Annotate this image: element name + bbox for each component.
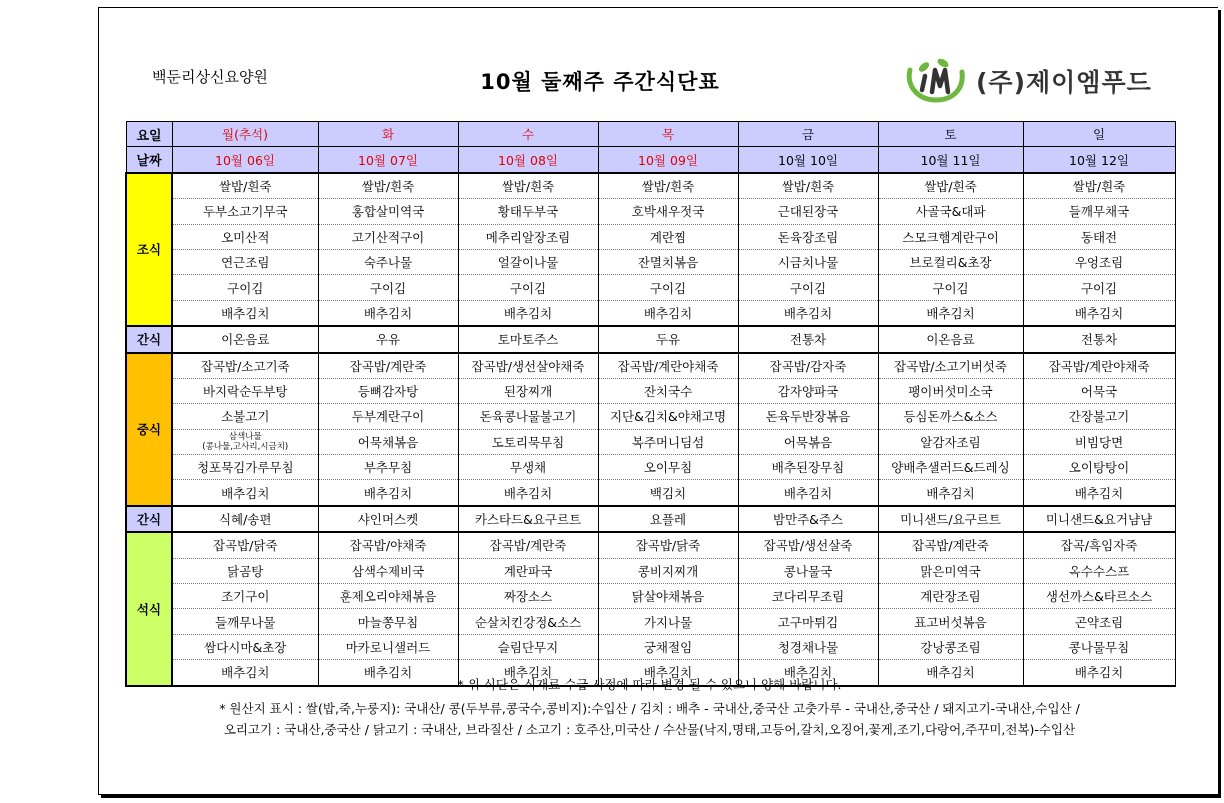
mixed-namul-title: 삼색나물 — [228, 431, 262, 442]
dinner-dish: 닭곰탕 — [172, 558, 318, 583]
breakfast-dish: 숙주나물 — [318, 249, 458, 274]
date-label: 날짜 — [126, 147, 172, 173]
dinner-dish: 콩비지찌개 — [598, 558, 738, 583]
dinner-dish: 삼색수제비국 — [318, 558, 458, 583]
breakfast-dish: 브로컬리&초장 — [878, 249, 1023, 274]
lunch-dish: 어묵볶음 — [738, 429, 878, 454]
breakfast-row — [126, 199, 1175, 224]
snack-pm-dish: 요플레 — [598, 506, 738, 532]
dinner-dish: 가지나물 — [598, 609, 738, 634]
lunch-row — [126, 455, 1175, 480]
dinner-dish: 닭살야채볶음 — [598, 584, 738, 609]
dinner-dish: 옥수수스프 — [1023, 558, 1175, 583]
dinner-row — [126, 609, 1175, 634]
dinner-dish: 배추김치 — [738, 660, 878, 686]
logo-text: (주)제이엠푸드 — [976, 68, 1152, 97]
breakfast-dish: 구이김 — [458, 275, 598, 300]
snack-pm-label: 간식 — [126, 506, 172, 532]
day-cell: 토 — [878, 122, 1023, 147]
lunch-dish: 배추된장무침 — [738, 455, 878, 480]
dinner-dish: 계란장조림 — [878, 584, 1023, 609]
dinner-dish: 계란파국 — [458, 558, 598, 583]
breakfast-dish: 돈육장조림 — [738, 224, 878, 249]
dinner-dish: 강낭콩조림 — [878, 634, 1023, 659]
breakfast-dish: 구이김 — [1023, 275, 1175, 300]
breakfast-row — [126, 173, 1175, 199]
snack-pm-dish: 샤인머스켓 — [318, 506, 458, 532]
lunch-dish: 무생채 — [458, 455, 598, 480]
dinner-dish: 배추김치 — [598, 660, 738, 686]
breakfast-dish: 배추김치 — [458, 300, 598, 326]
breakfast-row — [126, 275, 1175, 300]
breakfast-dish: 배추김치 — [598, 300, 738, 326]
breakfast-dish: 계란찜 — [598, 224, 738, 249]
snack-pm-row — [126, 506, 1175, 532]
lunch-dish: 배추김치 — [1023, 480, 1175, 506]
snack-pm-dish: 밤만주&주스 — [738, 506, 878, 532]
lunch-dish: 어묵채볶음 — [318, 429, 458, 454]
snack-pm-dish: 미니샌드&요거냠냠 — [1023, 506, 1175, 532]
date-row — [126, 147, 1175, 173]
breakfast-dish: 구이김 — [598, 275, 738, 300]
lunch-dish: 복주머니딤섬 — [598, 429, 738, 454]
breakfast-dish: 사골국&대파 — [878, 199, 1023, 224]
lunch-dish: 잔치국수 — [598, 378, 738, 403]
lunch-dish: 소불고기 — [172, 404, 318, 429]
snack-am-dish: 우유 — [318, 326, 458, 352]
dinner-dish: 생선까스&타르소스 — [1023, 584, 1175, 609]
facility-name: 백둔리상신요양원 — [152, 68, 268, 86]
dinner-dish: 궁채절임 — [598, 634, 738, 659]
breakfast-dish: 쌀밥/흰죽 — [172, 173, 318, 199]
dinner-dish: 순살치킨강정&소스 — [458, 609, 598, 634]
day-cell: 금 — [738, 122, 878, 147]
lunch-dish: 잡곡밥/생선살야채죽 — [458, 353, 598, 379]
dinner-dish: 잡곡밥/닭죽 — [172, 532, 318, 558]
breakfast-dish: 두부소고기무국 — [172, 199, 318, 224]
date-cell: 10월 08일 — [458, 147, 598, 173]
breakfast-dish: 쌀밥/흰죽 — [1023, 173, 1175, 199]
snack-pm-dish: 카스타드&요구르트 — [458, 506, 598, 532]
dinner-dish: 조기구이 — [172, 584, 318, 609]
dinner-dish: 코다리무조림 — [738, 584, 878, 609]
dinner-dish: 배추김치 — [878, 660, 1023, 686]
mixed-namul-detail: (콩나물,고사리,시금치) — [202, 441, 289, 452]
lunch-dish: 배추김치 — [738, 480, 878, 506]
lunch-dish: 돈육콩나물불고기 — [458, 404, 598, 429]
lunch-dish: 등심돈까스&소스 — [878, 404, 1023, 429]
breakfast-dish: 쌀밥/흰죽 — [878, 173, 1023, 199]
breakfast-dish: 배추김치 — [318, 300, 458, 326]
breakfast-label: 조식 — [126, 173, 172, 326]
lunch-dish: 바지락순두부탕 — [172, 378, 318, 403]
breakfast-dish: 구이김 — [172, 275, 318, 300]
breakfast-dish: 고기산적구이 — [318, 224, 458, 249]
lunch-dish: 배추김치 — [458, 480, 598, 506]
breakfast-dish: 근대된장국 — [738, 199, 878, 224]
breakfast-dish: 연근조림 — [172, 249, 318, 274]
breakfast-dish: 구이김 — [318, 275, 458, 300]
date-cell: 10월 12일 — [1023, 147, 1175, 173]
company-logo — [902, 56, 1152, 106]
lunch-dish: 부추무침 — [318, 455, 458, 480]
lunch-dish: 지단&김치&야채고명 — [598, 404, 738, 429]
lunch-dish: 도토리묵무침 — [458, 429, 598, 454]
day-cell: 화 — [318, 122, 458, 147]
dinner-dish: 곤약조림 — [1023, 609, 1175, 634]
breakfast-dish: 호박새우젓국 — [598, 199, 738, 224]
dinner-dish: 훈제오리야채볶음 — [318, 584, 458, 609]
breakfast-dish: 황태두부국 — [458, 199, 598, 224]
breakfast-dish: 배추김치 — [1023, 300, 1175, 326]
dinner-row — [126, 532, 1175, 558]
lunch-dish: 오이탕탕이 — [1023, 455, 1175, 480]
breakfast-row — [126, 300, 1175, 326]
breakfast-dish: 동태전 — [1023, 224, 1175, 249]
snack-pm-dish: 식혜/송편 — [172, 506, 318, 532]
dinner-label: 석식 — [126, 532, 172, 685]
breakfast-dish: 홍합살미역국 — [318, 199, 458, 224]
lunch-row — [126, 429, 1175, 454]
dinner-dish: 잡곡밥/계란죽 — [878, 532, 1023, 558]
day-cell: 월(추석) — [172, 122, 318, 147]
lunch-dish: 비빔당면 — [1023, 429, 1175, 454]
weekly-menu-table — [125, 121, 1176, 687]
origin-line-2: 오리고기 : 국내산,중국산 / 닭고기 : 국내산, 브라질산 / 소고기 : 호주산,미국산 / 수산물(낙지,명태,고등어,갈치,오징어,꽃게,조기,다랑어,주꾸미,전복)-수입산 — [223, 722, 1076, 737]
dinner-row — [126, 634, 1175, 659]
origin-notice — [125, 698, 1174, 740]
snack-am-label: 간식 — [126, 326, 172, 352]
lunch-dish: 어묵국 — [1023, 378, 1175, 403]
breakfast-dish: 우엉조림 — [1023, 249, 1175, 274]
dinner-dish: 잡곡/흑임자죽 — [1023, 532, 1175, 558]
lunch-dish: 등뼈감자탕 — [318, 378, 458, 403]
date-cell: 10월 06일 — [172, 147, 318, 173]
snack-am-dish: 전통차 — [738, 326, 878, 352]
lunch-dish: 배추김치 — [318, 480, 458, 506]
lunch-dish: 된장찌개 — [458, 378, 598, 403]
lunch-dish: 간장불고기 — [1023, 404, 1175, 429]
dinner-dish: 슬림단무지 — [458, 634, 598, 659]
breakfast-dish: 메추리알장조림 — [458, 224, 598, 249]
date-cell: 10월 07일 — [318, 147, 458, 173]
breakfast-dish: 구이김 — [878, 275, 1023, 300]
breakfast-dish: 쌀밥/흰죽 — [318, 173, 458, 199]
change-notice: * 위 식단은 식재료 수급 사정에 따라 변경 될 수 있으니 양해 바랍니다. — [457, 677, 842, 692]
lunch-row — [126, 480, 1175, 506]
breakfast-dish: 배추김치 — [738, 300, 878, 326]
date-cell: 10월 11일 — [878, 147, 1023, 173]
dinner-dish: 들깨무나물 — [172, 609, 318, 634]
breakfast-row — [126, 249, 1175, 274]
day-label: 요일 — [126, 122, 172, 147]
snack-am-dish: 이온음료 — [172, 326, 318, 352]
dinner-dish: 배추김치 — [1023, 660, 1175, 686]
breakfast-dish: 배추김치 — [878, 300, 1023, 326]
dinner-dish: 청경채나물 — [738, 634, 878, 659]
breakfast-dish: 쌀밥/흰죽 — [598, 173, 738, 199]
lunch-dish: 돈육두반장볶음 — [738, 404, 878, 429]
lunch-dish: 두부계란구이 — [318, 404, 458, 429]
lunch-dish: 잡곡밥/계란야채죽 — [1023, 353, 1175, 379]
dinner-dish: 맑은미역국 — [878, 558, 1023, 583]
dinner-dish: 마늘쫑무침 — [318, 609, 458, 634]
snack-am-dish: 토마토주스 — [458, 326, 598, 352]
lunch-dish: 양배추샐러드&드레싱 — [878, 455, 1023, 480]
dinner-dish: 잡곡밥/야채죽 — [318, 532, 458, 558]
leaf-logo-icon — [902, 56, 970, 106]
dinner-dish: 배추김치 — [172, 660, 318, 686]
snack-pm-dish: 미니샌드/요구르트 — [878, 506, 1023, 532]
dinner-dish: 짜장소스 — [458, 584, 598, 609]
lunch-dish: 잡곡밥/계란야채죽 — [598, 353, 738, 379]
lunch-dish: 감자양파국 — [738, 378, 878, 403]
lunch-dish: 청포묵김가루무침 — [172, 455, 318, 480]
dinner-dish: 쌈다시마&초장 — [172, 634, 318, 659]
dinner-row — [126, 584, 1175, 609]
lunch-dish: 알감자조림 — [878, 429, 1023, 454]
dinner-dish: 잡곡밥/닭죽 — [598, 532, 738, 558]
breakfast-dish: 배추김치 — [172, 300, 318, 326]
dinner-dish: 표고버섯볶음 — [878, 609, 1023, 634]
lunch-dish — [172, 429, 318, 454]
lunch-label: 중식 — [126, 353, 172, 506]
snack-am-dish: 전통차 — [1023, 326, 1175, 352]
menu-title: 10월 둘째주 주간식단표 — [480, 70, 720, 94]
dinner-dish: 콩나물국 — [738, 558, 878, 583]
dinner-dish: 잡곡밥/생선살죽 — [738, 532, 878, 558]
breakfast-dish: 잔멸치볶음 — [598, 249, 738, 274]
day-cell: 일 — [1023, 122, 1175, 147]
day-cell: 수 — [458, 122, 598, 147]
breakfast-dish: 오미산적 — [172, 224, 318, 249]
lunch-dish: 오이무침 — [598, 455, 738, 480]
lunch-dish: 잡곡밥/소고기죽 — [172, 353, 318, 379]
lunch-dish: 잡곡밥/소고기버섯죽 — [878, 353, 1023, 379]
dinner-row — [126, 558, 1175, 583]
breakfast-dish: 시금치나물 — [738, 249, 878, 274]
lunch-row — [126, 353, 1175, 379]
dinner-dish: 마카로니샐러드 — [318, 634, 458, 659]
lunch-dish: 팽이버섯미소국 — [878, 378, 1023, 403]
snack-am-row — [126, 326, 1175, 352]
lunch-row — [126, 378, 1175, 403]
lunch-row — [126, 404, 1175, 429]
dinner-dish: 잡곡밥/계란죽 — [458, 532, 598, 558]
snack-am-dish: 두유 — [598, 326, 738, 352]
lunch-dish: 배추김치 — [172, 480, 318, 506]
breakfast-dish: 쌀밥/흰죽 — [458, 173, 598, 199]
lunch-dish: 배추김치 — [878, 480, 1023, 506]
lunch-dish: 백김치 — [598, 480, 738, 506]
dinner-dish: 고구마튀김 — [738, 609, 878, 634]
breakfast-dish: 들깨무채국 — [1023, 199, 1175, 224]
date-cell: 10월 09일 — [598, 147, 738, 173]
date-cell: 10월 10일 — [738, 147, 878, 173]
breakfast-dish: 구이김 — [738, 275, 878, 300]
day-cell: 목 — [598, 122, 738, 147]
origin-line-1: * 원산지 표시 : 쌀(밥,죽,누룽지): 국내산/ 콩(두부류,콩국수,콩비지):수입산 / 김치 : 배추 - 국내산,중국산 고춧가루 - 국내산,중국산 / 돼지고기-국내산,수입산 / — [219, 701, 1080, 716]
breakfast-dish: 얼갈이나물 — [458, 249, 598, 274]
lunch-dish: 잡곡밥/계란죽 — [318, 353, 458, 379]
breakfast-row — [126, 224, 1175, 249]
dinner-dish: 배추김치 — [318, 660, 458, 686]
breakfast-dish: 스모크햄계란구이 — [878, 224, 1023, 249]
dinner-dish: 콩나물무침 — [1023, 634, 1175, 659]
snack-am-dish: 이온음료 — [878, 326, 1023, 352]
breakfast-dish: 쌀밥/흰죽 — [738, 173, 878, 199]
day-row — [126, 122, 1175, 147]
dinner-dish: 배추김치 — [458, 660, 598, 686]
lunch-dish: 잡곡밥/감자죽 — [738, 353, 878, 379]
